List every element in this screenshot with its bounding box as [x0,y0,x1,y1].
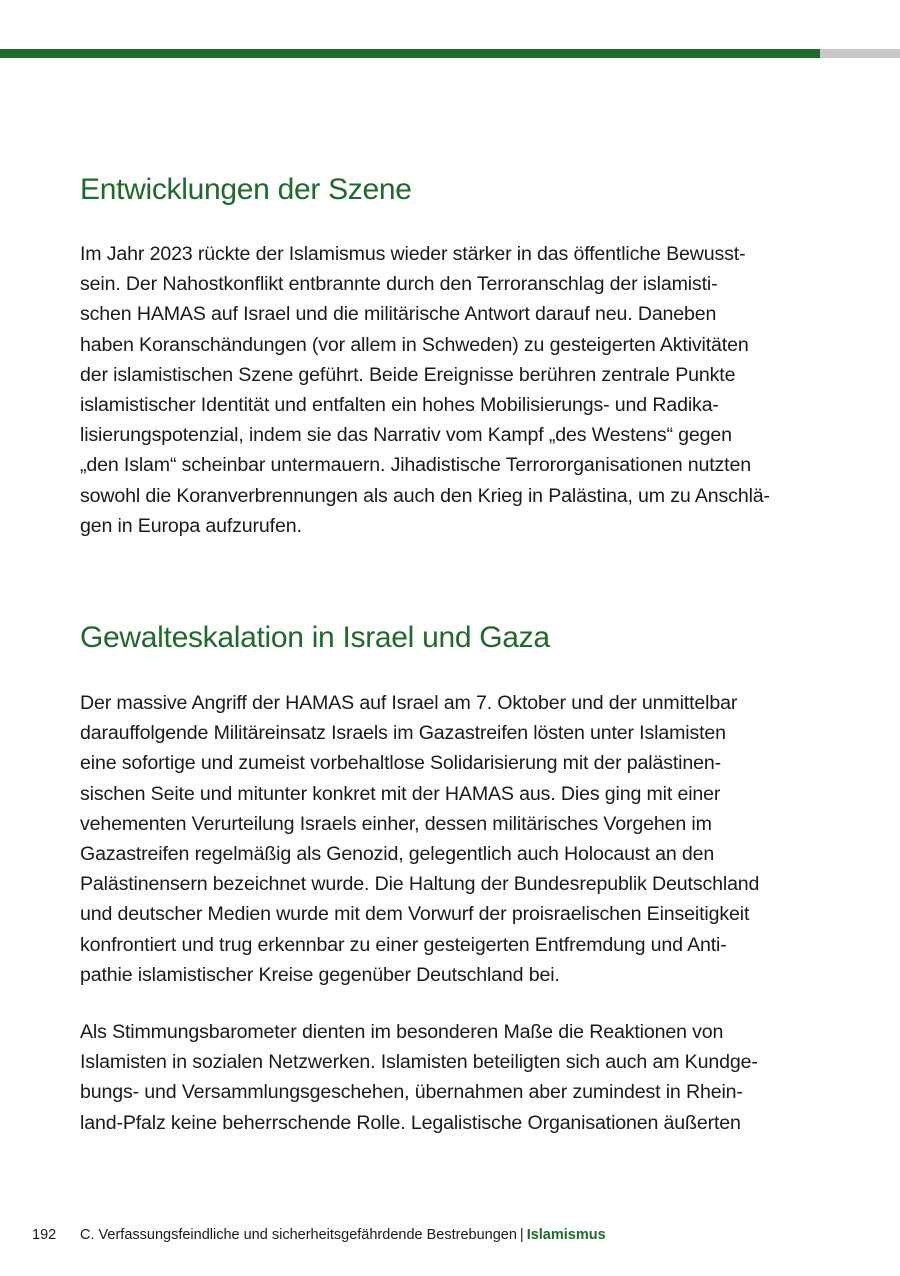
text-line: Der massive Angriff der HAMAS auf Israel am 7. Oktober und der unmittelbar [80,692,738,714]
top-color-bar [0,49,900,58]
text-line: konfrontiert und trug erkennbar zu einer gesteigerten Entfremdung und Anti- [80,933,727,956]
text-line: islamistischer Identität und entfalten ein hohes Mobilisierungs- und Radika- [80,394,719,417]
section2-paragraph-2 [80,1017,820,1138]
text-line: gen in Europa aufzurufen. [80,514,302,537]
text-line: sischen Seite und mitunter konkret mit der HAMAS aus. Dies ging mit einer [80,782,721,805]
page-footer [0,1224,900,1246]
text-line: sein. Der Nahostkonflikt entbrannte durch den Terroranschlag der islamisti- [80,273,718,296]
text-line: schen HAMAS auf Israel und die militärische Antwort darauf neu. Daneben [80,303,717,326]
footer-section: Islamismus [526,1227,606,1243]
page-number: 192 [32,1227,57,1243]
text-line: Palästinensern bezeichnet wurde. Die Haltung der Bundesrepublik Deutschland [80,873,760,896]
footer-chapter: C. Verfassungsfeindliche und sicherheitsgefährdende Bestrebungen [80,1227,517,1243]
text-line: sowohl die Koranverbrennungen als auch den Krieg in Palästina, um zu Anschlä- [80,484,770,507]
text-line: bungs- und Versammlungsgeschehen, übernahmen aber zumindest in Rhein- [80,1081,743,1104]
text-line: Als Stimmungsbarometer dienten im besonderen Maße die Reaktionen von [80,1021,724,1043]
text-line: pathie islamistischer Kreise gegenüber Deutschland bei. [80,963,560,986]
text-line: haben Koranschändungen (vor allem in Schweden) zu gesteigerten Aktivitäten [80,333,749,356]
section1-paragraph [80,239,820,541]
section-heading-gewalteskalation: Gewalteskalation in Israel und Gaza [80,621,550,654]
text-line: Im Jahr 2023 rückte der Islamismus wieder stärker in das öffentliche Bewusst- [80,243,746,265]
text-line: Islamisten in sozialen Netzwerken. Islamisten beteiligten sich auch am Kundge- [80,1051,758,1074]
text-line: eine sofortige und zumeist vorbehaltlose Solidarisierung mit der palästinen- [80,752,721,775]
text-line: lisierungspotenzial, indem sie das Narrativ vom Kampf „des Westens“ gegen [80,424,732,447]
text-line: „den Islam“ scheinbar untermauern. Jihadistische Terrororganisationen nutzten [80,454,751,477]
text-line: der islamistischen Szene geführt. Beide Ereignisse berühren zentrale Punkte [80,363,736,386]
footer-running-title [80,1224,606,1246]
text-line: vehementen Verurteilung Israels einher, dessen militärisches Vorgehen im [80,812,712,835]
footer-separator: | [519,1227,524,1243]
text-line: und deutscher Medien wurde mit dem Vorwurf der proisraelischen Einseitigkeit [80,903,750,926]
top-bar-gray-segment [820,49,900,58]
section2-paragraph-1 [80,688,820,990]
section-heading-entwicklungen: Entwicklungen der Szene [80,173,412,206]
text-line: land-Pfalz keine beherrschende Rolle. Legalistische Organisationen äußerten [80,1111,741,1134]
text-line: darauffolgende Militäreinsatz Israels im Gazastreifen lösten unter Islamisten [80,722,726,745]
text-line: Gazastreifen regelmäßig als Genozid, gelegentlich auch Holocaust an den [80,843,715,866]
top-bar-green-segment [0,49,820,58]
